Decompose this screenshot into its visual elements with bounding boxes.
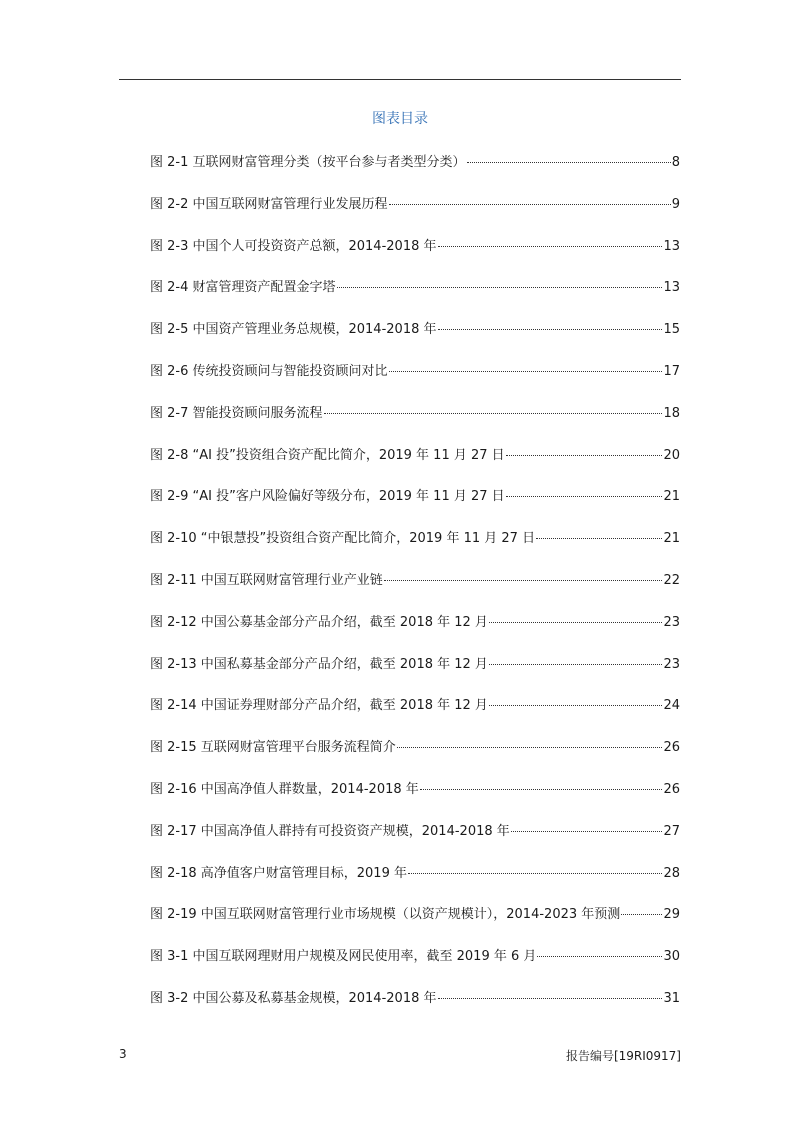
toc-entry-label: 图 2-14 中国证券理财部分产品介绍，截至 2018 年 12 月 [150, 698, 488, 714]
toc-entry-page: 22 [663, 572, 680, 588]
toc-entry-label: 图 2-18 高净值客户财富管理目标，2019 年 [150, 865, 407, 881]
toc-entry[interactable] [150, 360, 680, 402]
toc-dot-leader [506, 455, 663, 456]
toc-entry-label: 图 2-10 “中银慧投”投资组合资产配比简介，2019 年 11 月 27 日 [150, 531, 536, 547]
toc-entry[interactable] [150, 903, 680, 945]
footer-report-id: 报告编号[19RI0917] [565, 1049, 681, 1063]
toc-entry[interactable] [150, 611, 680, 653]
toc-entry-page: 29 [663, 907, 680, 923]
toc-entry-label: 图 2-1 互联网财富管理分类（按平台参与者类型分类） [150, 155, 466, 170]
toc-entry-page: 21 [663, 531, 680, 547]
toc-dot-leader [438, 246, 663, 247]
toc-entry-page: 23 [663, 656, 680, 672]
toc-entry[interactable] [150, 862, 680, 904]
toc-dot-leader [408, 873, 662, 874]
toc-entry-page: 26 [663, 740, 680, 756]
toc-entry-label: 图 2-17 中国高净值人群持有可投资资产规模，2014-2018 年 [150, 823, 510, 839]
toc-entry[interactable] [150, 527, 680, 569]
toc-entry[interactable] [150, 945, 680, 987]
toc-list [150, 151, 680, 1029]
toc-dot-leader [438, 329, 663, 330]
toc-dot-leader [511, 831, 663, 832]
toc-dot-leader [489, 705, 663, 706]
toc-entry-page: 9 [671, 196, 680, 212]
toc-entry-page: 18 [663, 405, 680, 421]
toc-entry[interactable] [150, 987, 680, 1029]
toc-dot-leader [537, 956, 662, 957]
footer-page-number: 3 [119, 1047, 127, 1061]
toc-entry[interactable] [150, 276, 680, 318]
toc-entry[interactable] [150, 151, 680, 193]
toc-entry[interactable] [150, 736, 680, 778]
toc-entry[interactable] [150, 318, 680, 360]
toc-dot-leader [621, 914, 662, 915]
toc-entry[interactable] [150, 694, 680, 736]
toc-entry-label: 图 2-4 财富管理资产配置金字塔 [150, 280, 336, 296]
toc-dot-leader [438, 998, 663, 999]
toc-entry-page: 27 [663, 823, 680, 839]
toc-entry-label: 图 3-2 中国公募及私募基金规模，2014-2018 年 [150, 990, 437, 1006]
toc-entry-label: 图 2-9 “AI 投”客户风险偏好等级分布，2019 年 11 月 27 日 [150, 489, 505, 505]
toc-dot-leader [467, 162, 671, 163]
toc-entry-page: 13 [663, 238, 680, 254]
toc-entry-page: 13 [663, 280, 680, 296]
toc-entry-page: 15 [663, 322, 680, 338]
toc-entry-label: 图 2-2 中国互联网财富管理行业发展历程 [150, 196, 388, 212]
toc-dot-leader [337, 287, 663, 288]
toc-dot-leader [397, 747, 663, 748]
header-rule [119, 79, 681, 80]
toc-entry-label: 图 2-5 中国资产管理业务总规模，2014-2018 年 [150, 322, 437, 338]
toc-entry-page: 21 [663, 489, 680, 505]
toc-dot-leader [489, 664, 663, 665]
toc-entry-page: 31 [663, 990, 680, 1006]
toc-dot-leader [324, 413, 663, 414]
toc-entry[interactable] [150, 778, 680, 820]
toc-entry-label: 图 2-19 中国互联网财富管理行业市场规模（以资产规模计），2014-2023 年预测 [150, 907, 621, 923]
toc-entry-page: 8 [671, 155, 680, 170]
toc-dot-leader [384, 580, 663, 581]
toc-entry-page: 30 [663, 949, 680, 965]
toc-entry-label: 图 3-1 中国互联网理财用户规模及网民使用率，截至 2019 年 6 月 [150, 949, 537, 965]
toc-entry[interactable] [150, 569, 680, 611]
toc-entry[interactable] [150, 444, 680, 486]
toc-entry-page: 28 [663, 865, 680, 881]
toc-entry[interactable] [150, 653, 680, 695]
toc-entry-label: 图 2-6 传统投资顾问与智能投资顾问对比 [150, 363, 388, 379]
toc-dot-leader [489, 622, 663, 623]
toc-entry[interactable] [150, 402, 680, 444]
toc-entry-page: 17 [663, 363, 680, 379]
toc-dot-leader [389, 371, 663, 372]
toc-entry-label: 图 2-3 中国个人可投资资产总额，2014-2018 年 [150, 238, 437, 254]
toc-entry-page: 24 [663, 698, 680, 714]
toc-entry[interactable] [150, 485, 680, 527]
toc-dot-leader [420, 789, 663, 790]
toc-entry-page: 23 [663, 614, 680, 630]
toc-entry-label: 图 2-12 中国公募基金部分产品介绍，截至 2018 年 12 月 [150, 614, 488, 630]
toc-entry-label: 图 2-13 中国私募基金部分产品介绍，截至 2018 年 12 月 [150, 656, 488, 672]
toc-dot-leader [536, 538, 662, 539]
toc-entry-label: 图 2-16 中国高净值人群数量，2014-2018 年 [150, 781, 419, 797]
toc-entry-label: 图 2-7 智能投资顾问服务流程 [150, 405, 323, 421]
toc-dot-leader [389, 204, 671, 205]
page-title: 图表目录 [372, 111, 428, 127]
toc-entry[interactable] [150, 820, 680, 862]
toc-entry-label: 图 2-15 互联网财富管理平台服务流程简介 [150, 740, 396, 756]
toc-entry[interactable] [150, 193, 680, 235]
toc-dot-leader [506, 496, 663, 497]
toc-entry[interactable] [150, 235, 680, 277]
toc-entry-label: 图 2-11 中国互联网财富管理行业产业链 [150, 572, 383, 588]
toc-entry-page: 26 [663, 781, 680, 797]
toc-entry-page: 20 [663, 447, 680, 463]
toc-entry-label: 图 2-8 “AI 投”投资组合资产配比简介，2019 年 11 月 27 日 [150, 447, 505, 463]
